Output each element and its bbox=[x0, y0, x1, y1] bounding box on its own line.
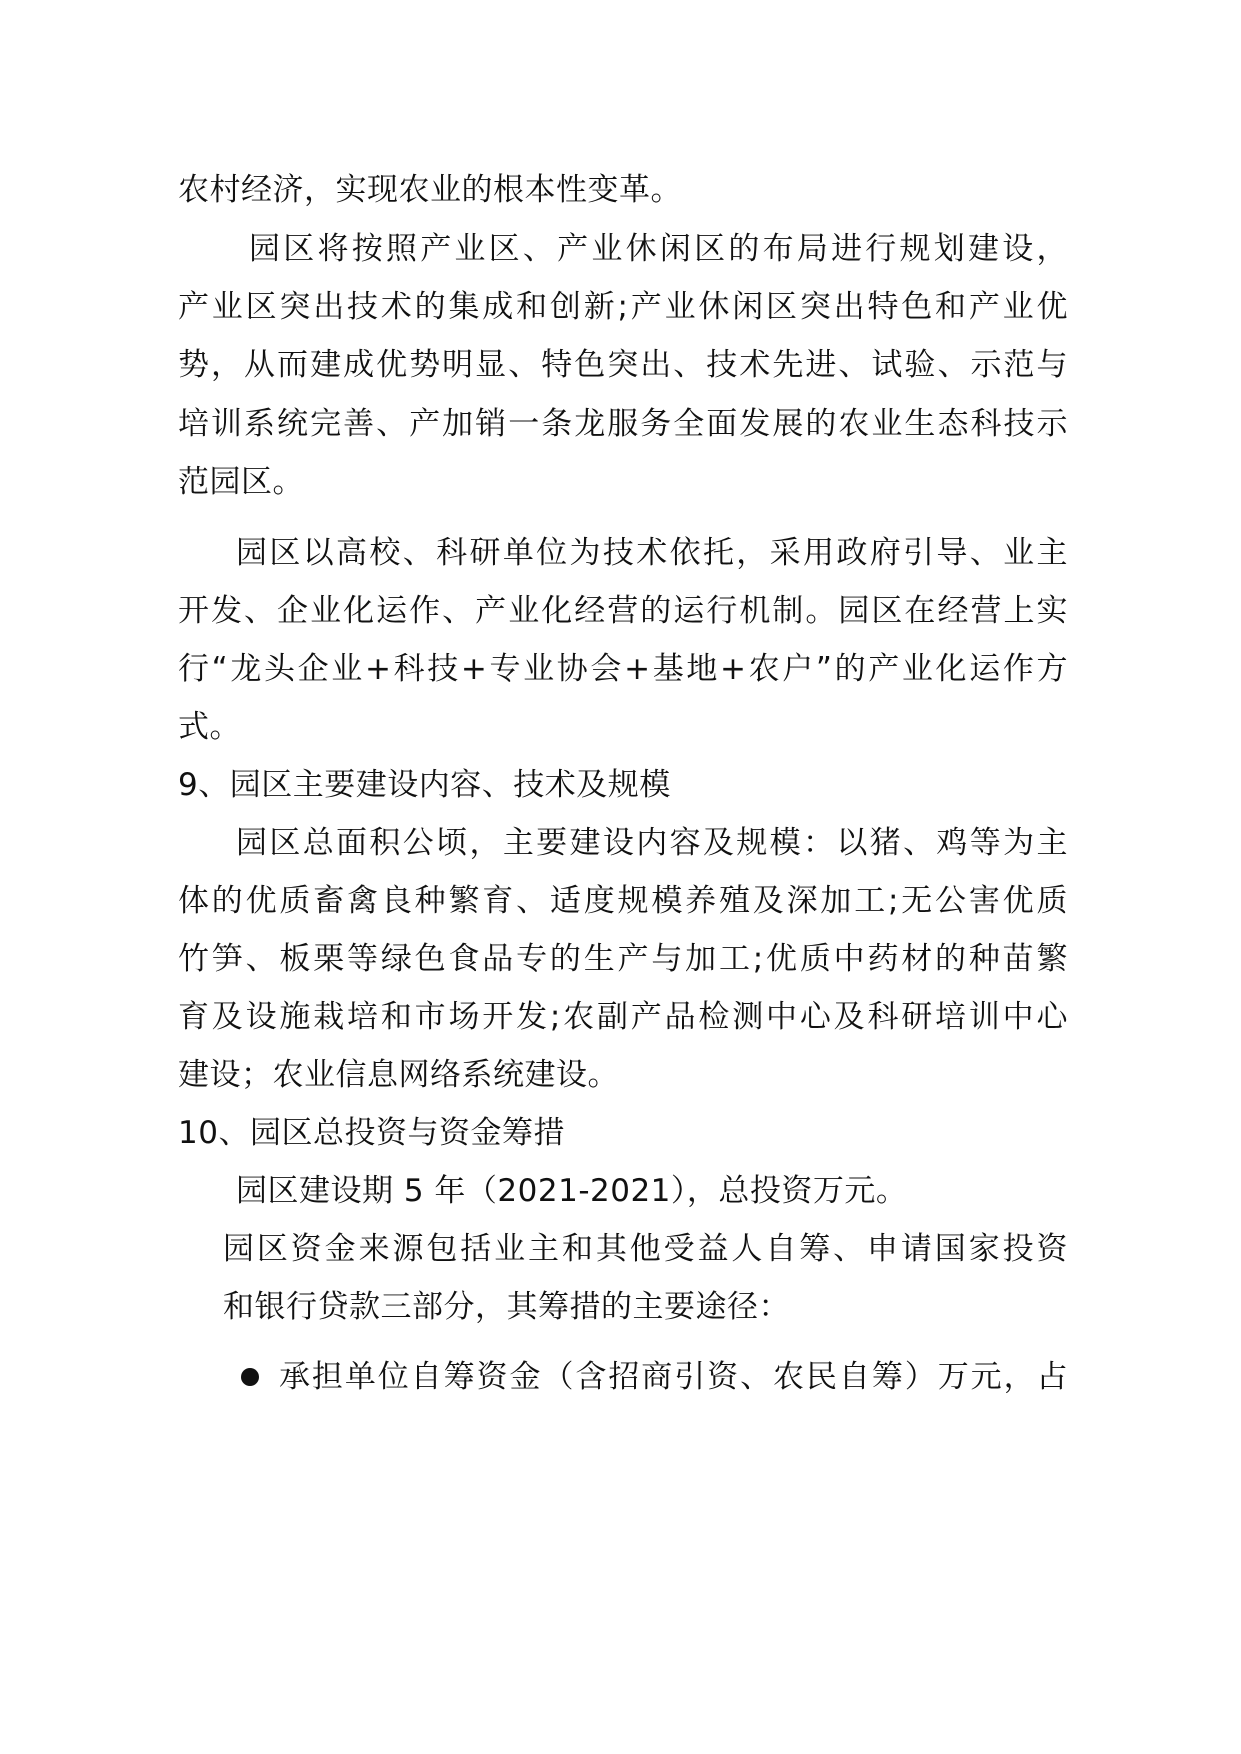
paragraph-4-line-5: 建设；农业信息网络系统建设。 bbox=[178, 1057, 619, 1093]
paragraph-3-line-2: 开发、企业化运作、产业化经营的运行机制。园区在经营上实 bbox=[178, 593, 1068, 629]
bullet-item-1: 承担单位自筹资金（含招商引资、农民自筹）万元，占 bbox=[279, 1359, 1068, 1395]
paragraph-6-line-2: 和银行贷款三部分，其筹措的主要途径： bbox=[223, 1289, 790, 1325]
paragraph-2-line-4: 培训系统完善、产加销一条龙服务全面发展的农业生态科技示 bbox=[178, 406, 1068, 442]
paragraph-4-line-3: 竹笋、板栗等绿色食品专的生产与加工;优质中药材的种苗繁 bbox=[178, 941, 1068, 977]
paragraph-2-line-1: 园区将按照产业区、产业休闲区的布局进行规划建设， bbox=[249, 231, 1068, 267]
paragraph-4-line-1: 园区总面积公顷，主要建设内容及规模：以猪、鸡等为主 bbox=[236, 825, 1068, 861]
paragraph-1-line-1: 农村经济，实现农业的根本性变革。 bbox=[178, 172, 682, 208]
paragraph-3-line-1: 园区以高校、科研单位为技术依托，采用政府引导、业主 bbox=[236, 535, 1068, 571]
section-heading-10: 10、园区总投资与资金筹措 bbox=[178, 1115, 565, 1151]
paragraph-2-line-5: 范园区。 bbox=[178, 464, 304, 500]
paragraph-6-line-1: 园区资金来源包括业主和其他受益人自筹、申请国家投资 bbox=[223, 1231, 1068, 1267]
section-heading-9: 9、园区主要建设内容、技术及规模 bbox=[178, 767, 671, 803]
paragraph-4-line-4: 育及设施栽培和市场开发;农副产品检测中心及科研培训中心 bbox=[178, 999, 1068, 1035]
paragraph-5-line-1: 园区建设期 5 年（2021-2021），总投资万元。 bbox=[236, 1173, 908, 1209]
paragraph-2-line-3: 势，从而建成优势明显、特色突出、技术先进、试验、示范与 bbox=[178, 347, 1068, 383]
bullet-icon bbox=[241, 1368, 259, 1386]
paragraph-3-line-3: 行“龙头企业+科技+专业协会+基地+农户”的产业化运作方 bbox=[178, 651, 1068, 687]
paragraph-3-line-4: 式。 bbox=[178, 709, 241, 745]
paragraph-2-line-2: 产业区突出技术的集成和创新;产业休闲区突出特色和产业优 bbox=[178, 289, 1068, 325]
paragraph-4-line-2: 体的优质畜禽良种繁育、适度规模养殖及深加工;无公害优质 bbox=[178, 883, 1068, 919]
